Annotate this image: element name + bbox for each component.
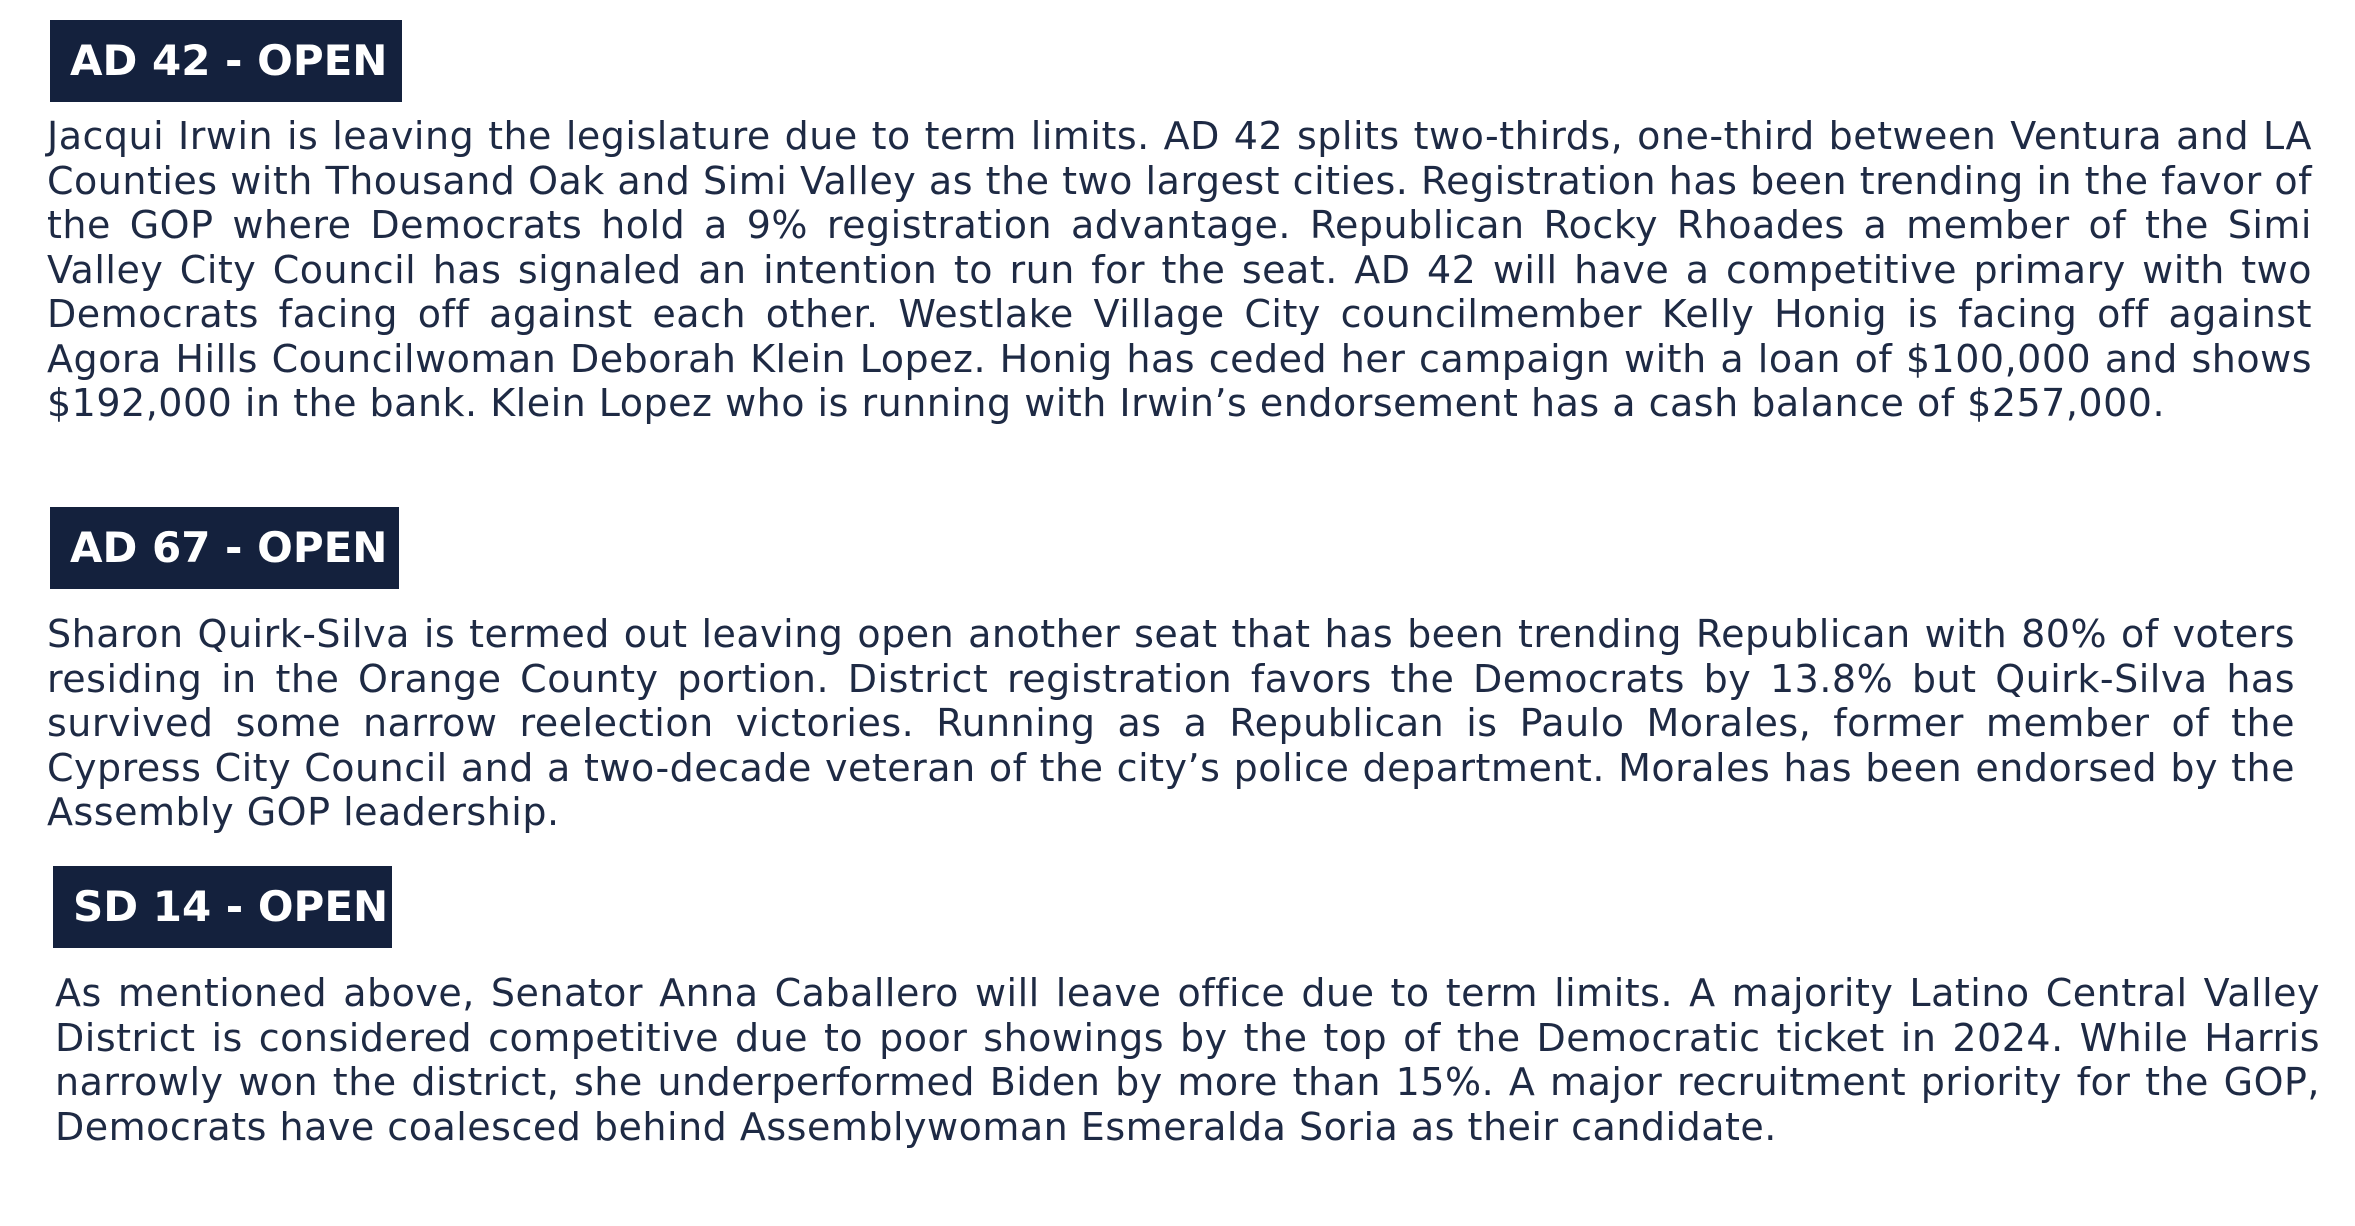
section-heading: SD 14 - OPEN xyxy=(53,866,392,948)
section-body: Jacqui Irwin is leaving the legislature due to term limits. AD 42 splits two-thirds, one-third between Ventura and LA Counties with Thousand Oak and Simi Valley as the two largest cities. Registration has been trending in the favor of the GOP where Democrats hold a 9% registration advantage. Republican Rocky Rhoades a member of the Simi Valley City Council has signaled an intention to run for the seat. AD 42 will have a competitive primary with two Democrats facing off against each other. Westlake Village City councilmember Kelly Honig is facing off against Agora Hills Councilwoman Deborah Klein Lopez. Honig has ceded her campaign with a loan of $100,000 and shows $192,000 in the bank. Klein Lopez who is running with Irwin’s endorsement has a cash balance of $257,000. xyxy=(47,114,2312,425)
section-heading: AD 67 - OPEN xyxy=(50,507,399,589)
section-body: As mentioned above, Senator Anna Caballero will leave office due to term limits. A majority Latino Central Valley District is considered competitive due to poor showings by the top of the Democratic ticket in 2024. While Harris narrowly won the district, she underperformed Biden by more than 15%. A major recruitment priority for the GOP, Democrats have coalesced behind Assemblywoman Esmeralda Soria as their candidate. xyxy=(55,971,2320,1149)
section-heading: AD 42 - OPEN xyxy=(50,20,402,102)
section-body: Sharon Quirk-Silva is termed out leaving open another seat that has been trending Republican with 80% of voters residing in the Orange County portion. District registration favors the Democrats by 13.8% but Quirk-Silva has survived some narrow reelection victories. Running as a Republican is Paulo Morales, former member of the Cypress City Council and a two-decade veteran of the city’s police department. Morales has been endorsed by the Assembly GOP leadership. xyxy=(47,612,2295,834)
